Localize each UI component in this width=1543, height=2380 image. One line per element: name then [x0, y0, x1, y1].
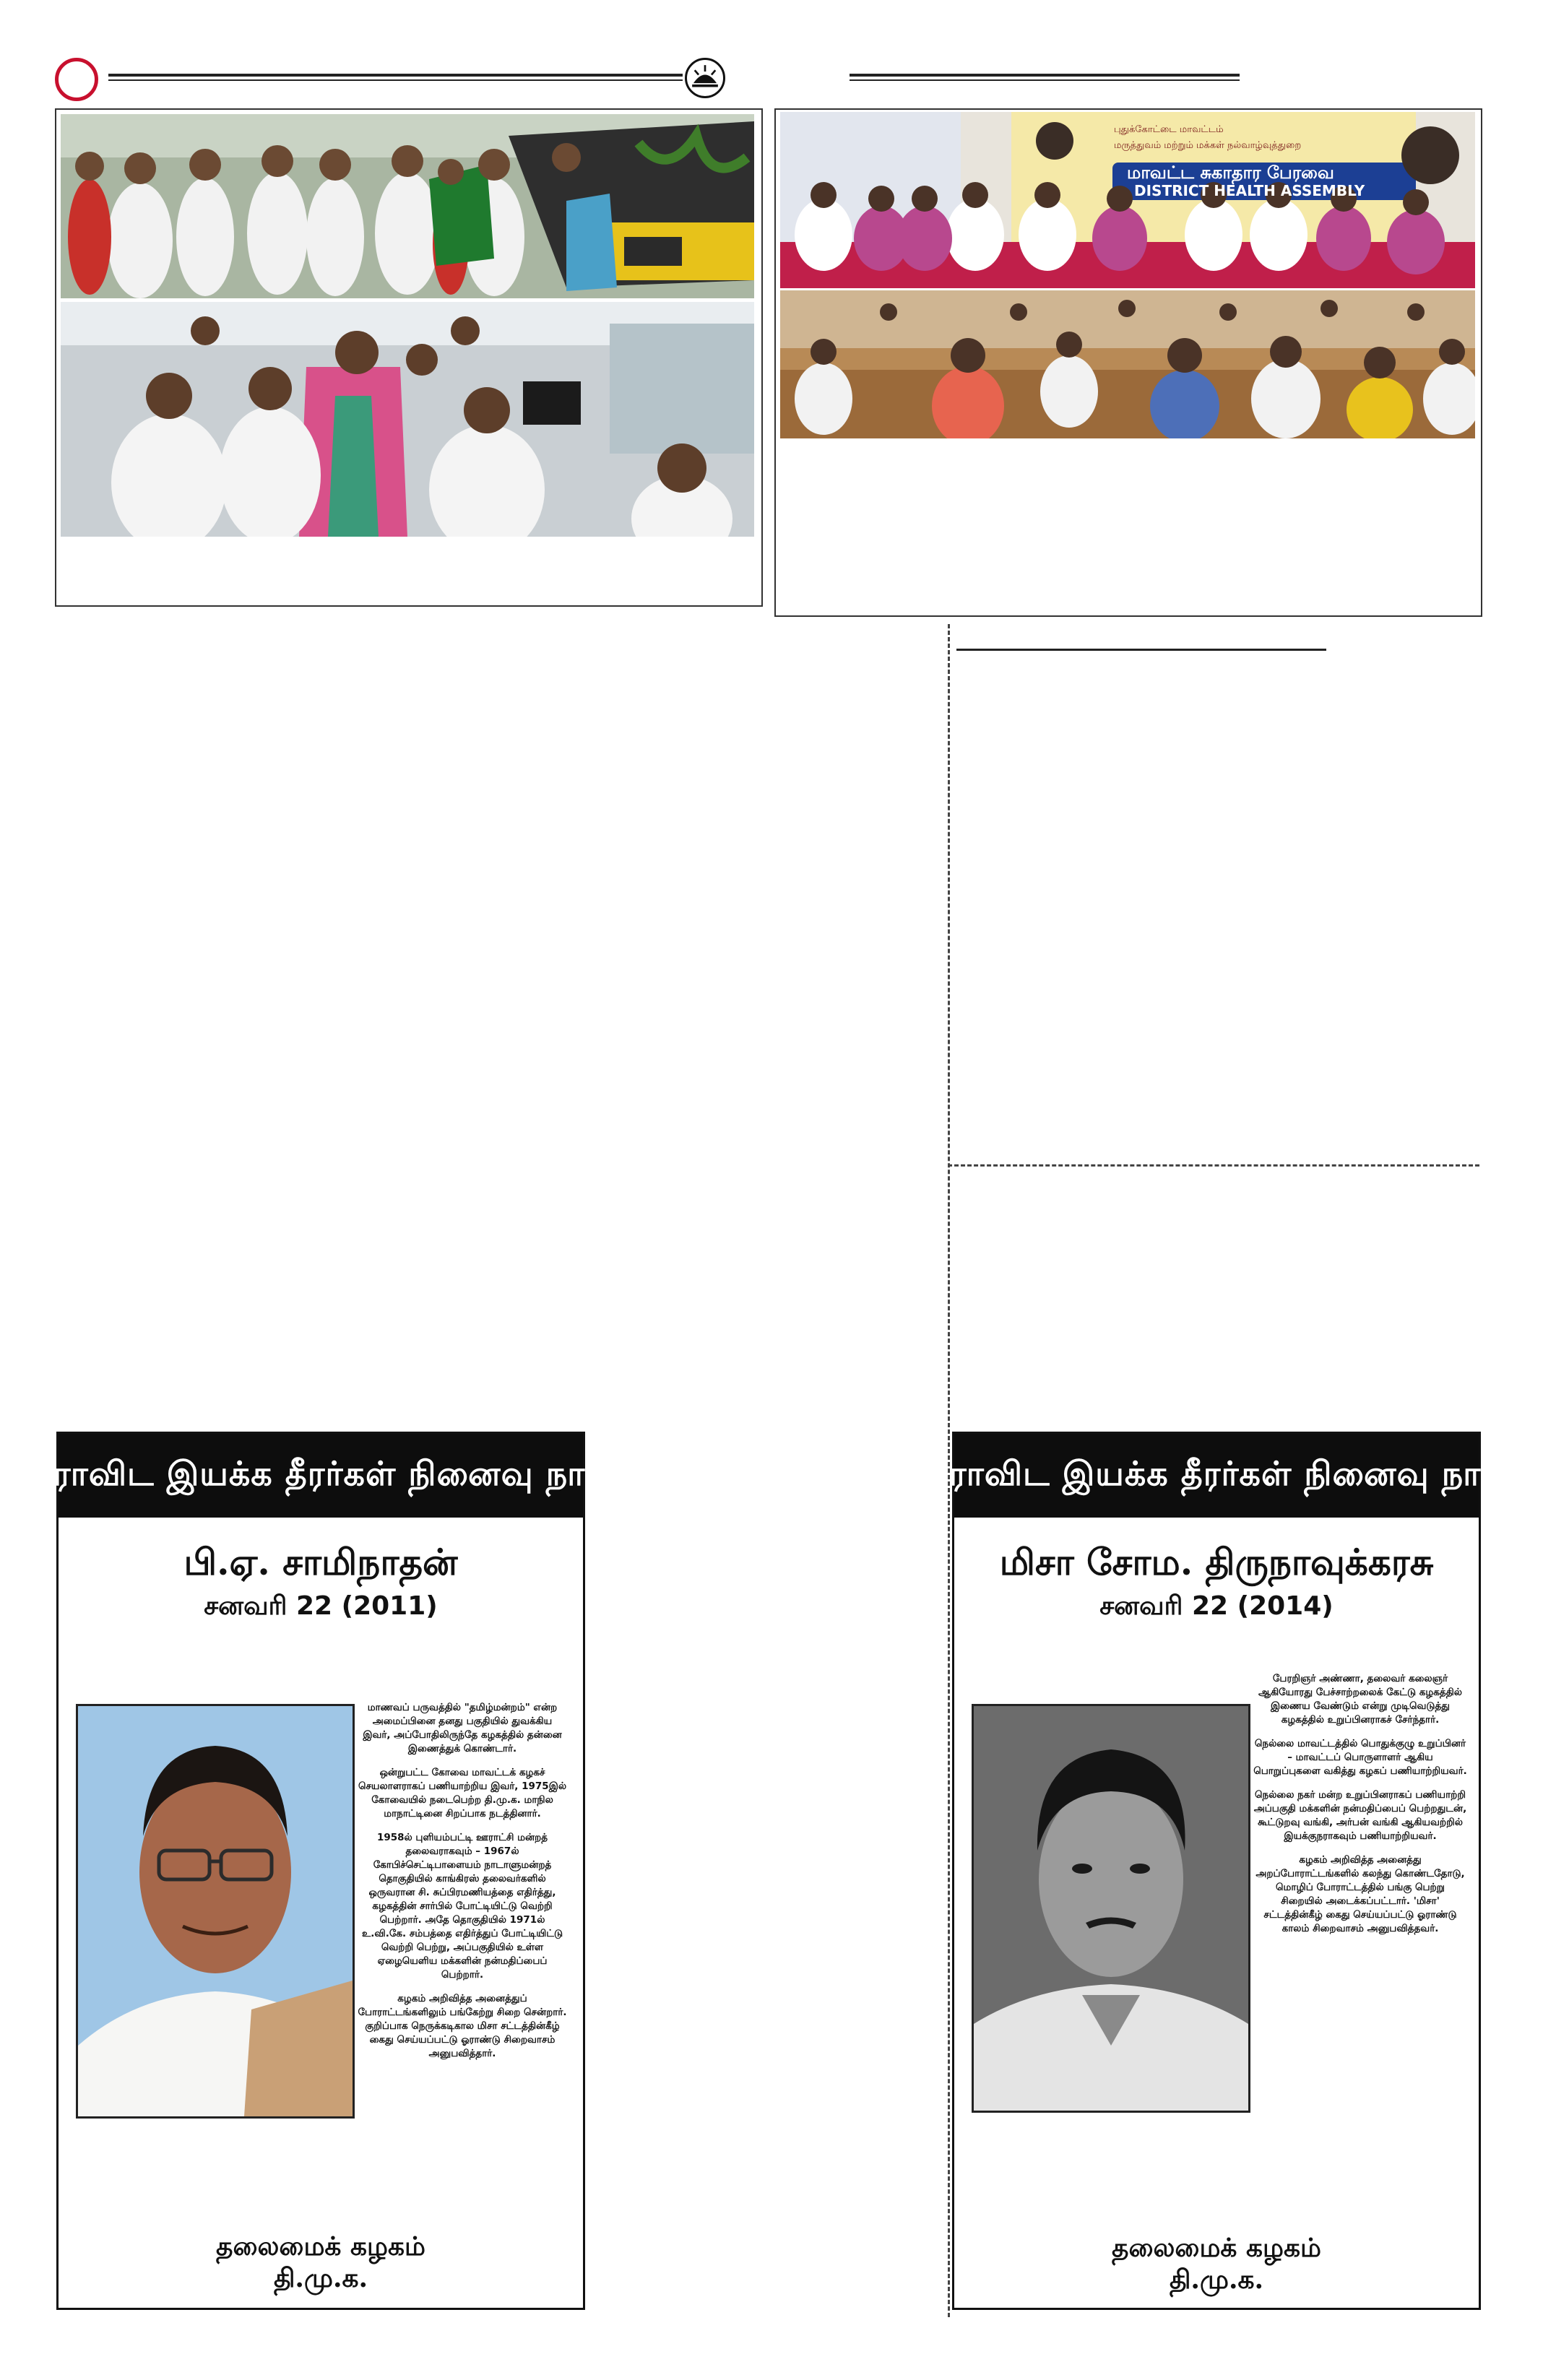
memorial-signature-line2: தி.மு.க. [1169, 2264, 1264, 2295]
memorial-date: சனவரி 22 (2014) [1099, 1591, 1334, 1621]
memorial-date: சனவரி 22 (2011) [204, 1591, 438, 1621]
page-number-circle [55, 58, 98, 101]
masthead-rule-right-thin [850, 79, 1240, 81]
memorial-biography [358, 1701, 567, 2071]
memorial-name: மிசா சோம. திருநாவுக்கரசு [999, 1541, 1434, 1583]
memorial-signature-line2: தி.மு.க. [273, 2263, 368, 2293]
bus-launch-flagoff-photo [61, 114, 754, 298]
memorial-banner: திராவிட இயக்க தீரர்கள் நினைவு நாள் [954, 1434, 1479, 1518]
right-column-heading-rule [956, 649, 1326, 651]
bio-paragraph: நெல்லை நகர் மன்ற உறுப்பினராகப் பணியாற்றி அப்பகுதி மக்களின் நன்மதிப்பைப் பெற்றதுடன், கூட்டுறவு வங்கி, அர்பன் வங்கி ஆகியவற்றில் இயக்குநராகவும் பணியாற்றியவர். [1253, 1789, 1467, 1842]
masthead-rule-left [108, 74, 683, 77]
bus-launch-interior-photo [61, 302, 754, 537]
memorial-portrait [972, 1704, 1250, 2113]
bio-paragraph: கழகம் அறிவித்த அனைத்து அறப்போராட்டங்களில் கலந்து கொண்டதோடு, மொழிப் போராட்டத்தில் பங்கு பெற்று சிறையில் அடைக்கப்பட்டார். 'மிசா' சட்டத்தின்கீழ் கைது செய்யப்பட்டு ஓராண்டு காலம் சிறைவாசம் அனுபவித்தவர். [1255, 1854, 1465, 1934]
health-banner-line1: புதுக்கோட்டை மாவட்டம் [1114, 124, 1224, 135]
bio-paragraph: பேரறிஞர் அண்ணா, தலைவர் கலைஞர் ஆகியோரது பேச்சாற்றலைக் கேட்டு கழகத்தில் இணைய வேண்டும் என்று முடிவெடுத்து கழகத்தில் உறுப்பினராகச் சேர்ந்தார். [1258, 1673, 1462, 1726]
masthead-rule-left-thin [108, 79, 683, 81]
memorial-card-thirunavukkarasu [921, 1432, 1512, 2310]
memorial-signature-line1: தலைமைக் கழகம் [216, 2231, 425, 2262]
memorial-biography [1253, 1672, 1467, 1946]
bio-paragraph: மாணவப் பருவத்தில் "தமிழ்மன்றம்" என்ற அமைப்பினை தனது பகுதியில் துவக்கிய இவர், அப்போதிலிருந்தே கழகத்தில் தன்னை இணைத்துக் கொண்டார். [363, 1702, 562, 1754]
health-banner-tamil: மாவட்ட சுகாதார பேரவை [1127, 163, 1334, 183]
health-banner-line2: மருத்துவம் மற்றும் மக்கள் நல்வாழ்வுத்துறை [1114, 140, 1302, 151]
memorial-card-saminathan [25, 1432, 616, 2310]
memorial-name: பி.ஏ. சாமிநாதன் [183, 1541, 458, 1583]
health-assembly-audience-photo [780, 290, 1475, 438]
bio-paragraph: கழகம் அறிவித்த அனைத்துப் போராட்டங்களிலும் பங்கேற்று சிறை சென்றார். குறிப்பாக நெருக்கடிகால மிசா சட்டத்தின்கீழ் கைது செய்யப்பட்டு ஓராண்டு சிறைவாசம் அனுபவித்தார். [358, 1993, 567, 2059]
bio-paragraph: 1958ல் புளியம்பட்டி ஊராட்சி மன்றத் தலைவராகவும் – 1967ல் கோபிச்செட்டிபாளையம் நாடாளுமன்றத் தொகுதியில் காங்கிரஸ் தலைவர்களில் ஒருவரான சி. சுப்பிரமணியத்தை எதிர்த்து, கழகத்தின் சார்பில் போட்டியிட்டு வெற்றி பெற்றார். அதே தொகுதியில் 1971ல் உ.வி.கே. சம்பத்தை எதிர்த்துப் போட்டியிட்டு வெற்றி பெற்று, அப்பகுதியில் உள்ள ஏழையெளிய மக்களின் நன்மதிப்பைப் பெற்றார். [361, 1832, 563, 1981]
bio-paragraph: நெல்லை மாவட்டத்தில் பொதுக்குழு உறுப்பினர் – மாவட்டப் பொருளாளர் ஆகிய பொறுப்புகளை வகித்து கழகப் பணியாற்றியவர். [1253, 1738, 1467, 1777]
health-banner-english: DISTRICT HEALTH ASSEMBLY [1134, 182, 1365, 199]
memorial-signature-line1: தலைமைக் கழகம் [1112, 2233, 1321, 2263]
health-assembly-stage-photo [780, 112, 1475, 288]
rising-sun-icon [685, 58, 725, 98]
masthead-rule-right [850, 74, 1240, 77]
right-column-section-divider [948, 1164, 1479, 1167]
memorial-portrait [76, 1704, 355, 2119]
bio-paragraph: ஒன்றுபட்ட கோவை மாவட்டக் கழகச் செயலாளராகப் பணியாற்றிய இவர், 1975இல் கோவையில் நடைபெற்ற தி.மு.க. மாநில மாநாட்டினை சிறப்பாக நடத்தினார். [358, 1767, 567, 1819]
memorial-banner: திராவிட இயக்க தீரர்கள் நினைவு நாள் [59, 1434, 583, 1518]
